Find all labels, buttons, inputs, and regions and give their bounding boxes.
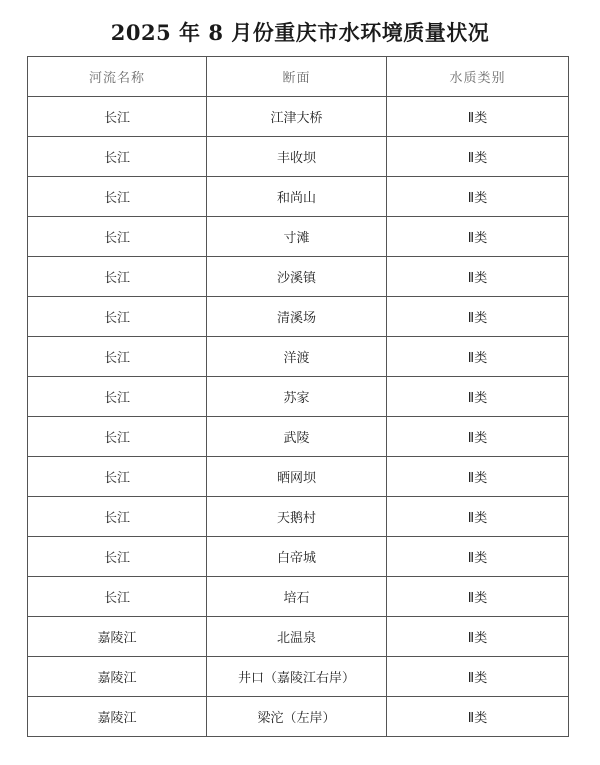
cell-water-class: Ⅱ类 — [387, 537, 569, 577]
cell-river-name: 长江 — [28, 457, 207, 497]
cell-section: 北温泉 — [207, 617, 387, 657]
cell-water-class: Ⅱ类 — [387, 417, 569, 457]
cell-section: 晒网坝 — [207, 457, 387, 497]
cell-river-name: 嘉陵江 — [28, 697, 207, 737]
cell-river-name: 长江 — [28, 537, 207, 577]
cell-section: 井口（嘉陵江右岸） — [207, 657, 387, 697]
cell-river-name: 长江 — [28, 297, 207, 337]
table-row — [28, 657, 569, 697]
table-row — [28, 97, 569, 137]
cell-river-name: 长江 — [28, 337, 207, 377]
cell-section: 沙溪镇 — [207, 257, 387, 297]
cell-water-class: Ⅱ类 — [387, 457, 569, 497]
cell-water-class: Ⅱ类 — [387, 697, 569, 737]
header-water-class: 水质类别 — [387, 57, 569, 97]
table-row — [28, 417, 569, 457]
table-row — [28, 457, 569, 497]
cell-water-class: Ⅱ类 — [387, 97, 569, 137]
table-row — [28, 617, 569, 657]
cell-section: 苏家 — [207, 377, 387, 417]
cell-river-name: 嘉陵江 — [28, 657, 207, 697]
table-row — [28, 217, 569, 257]
cell-section: 和尚山 — [207, 177, 387, 217]
table-row — [28, 537, 569, 577]
cell-water-class: Ⅱ类 — [387, 497, 569, 537]
cell-water-class: Ⅱ类 — [387, 657, 569, 697]
cell-river-name: 长江 — [28, 97, 207, 137]
cell-water-class: Ⅱ类 — [387, 617, 569, 657]
cell-section: 梁沱（左岸） — [207, 697, 387, 737]
header-river-name: 河流名称 — [28, 57, 207, 97]
table-row — [28, 337, 569, 377]
cell-river-name: 长江 — [28, 377, 207, 417]
cell-water-class: Ⅱ类 — [387, 297, 569, 337]
cell-water-class: Ⅱ类 — [387, 137, 569, 177]
table-row — [28, 497, 569, 537]
table-row — [28, 137, 569, 177]
cell-section: 清溪场 — [207, 297, 387, 337]
cell-section: 天鹅村 — [207, 497, 387, 537]
cell-water-class: Ⅱ类 — [387, 177, 569, 217]
cell-section: 丰收坝 — [207, 137, 387, 177]
cell-river-name: 长江 — [28, 137, 207, 177]
cell-river-name: 长江 — [28, 217, 207, 257]
cell-section: 培石 — [207, 577, 387, 617]
table-row — [28, 297, 569, 337]
cell-water-class: Ⅱ类 — [387, 257, 569, 297]
cell-section: 白帝城 — [207, 537, 387, 577]
cell-river-name: 长江 — [28, 417, 207, 457]
cell-river-name: 长江 — [28, 257, 207, 297]
cell-water-class: Ⅱ类 — [387, 377, 569, 417]
table-row — [28, 177, 569, 217]
cell-water-class: Ⅱ类 — [387, 217, 569, 257]
table-row — [28, 697, 569, 737]
cell-section: 武陵 — [207, 417, 387, 457]
cell-water-class: Ⅱ类 — [387, 577, 569, 617]
cell-section: 江津大桥 — [207, 97, 387, 137]
cell-river-name: 长江 — [28, 577, 207, 617]
cell-section: 寸滩 — [207, 217, 387, 257]
cell-river-name: 嘉陵江 — [28, 617, 207, 657]
cell-water-class: Ⅱ类 — [387, 337, 569, 377]
cell-river-name: 长江 — [28, 177, 207, 217]
table-row — [28, 377, 569, 417]
table-row — [28, 257, 569, 297]
cell-section: 洋渡 — [207, 337, 387, 377]
header-section: 断面 — [207, 57, 387, 97]
page-title: 2025 年 8 月份重庆市水环境质量状况 — [110, 20, 490, 45]
table-header-row — [28, 57, 569, 97]
cell-river-name: 长江 — [28, 497, 207, 537]
water-quality-table — [27, 56, 569, 737]
table-row — [28, 577, 569, 617]
